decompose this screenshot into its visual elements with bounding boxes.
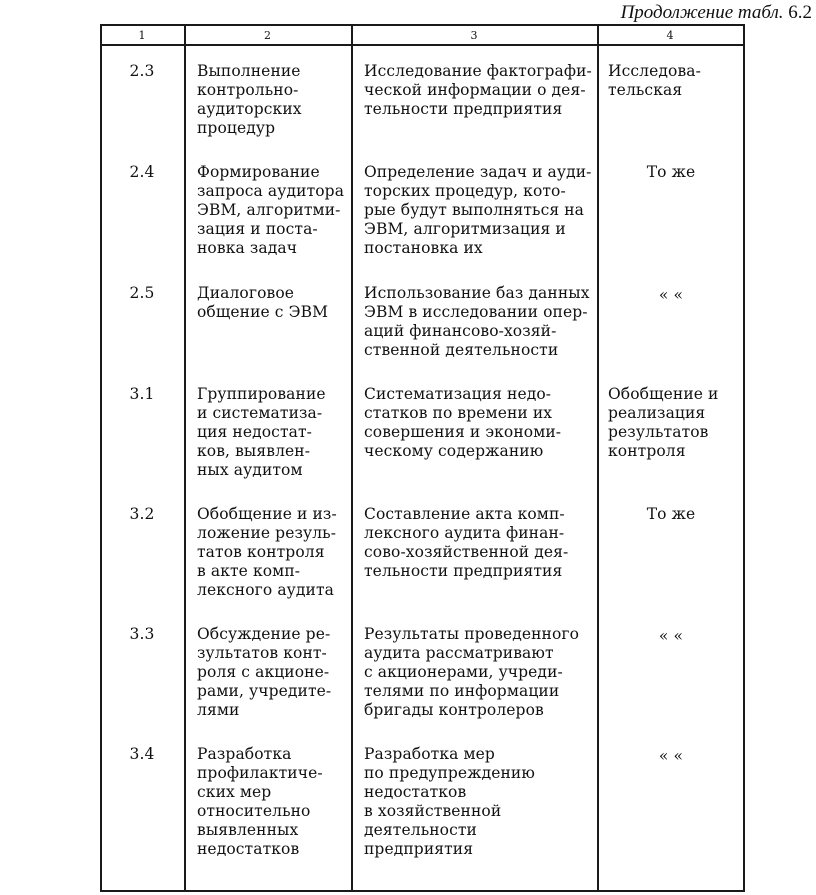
stage-cell: Группирование и систематиза- ция недостат- ков, выявлен- ных аудитом — [197, 385, 326, 479]
row-number: 3.4 — [129, 745, 155, 763]
column-header-4: 4 — [666, 29, 674, 42]
table-left-border — [100, 24, 102, 892]
content-cell: Систематизация недо- статков по времени их совершения и экономи- ческому содержанию — [364, 385, 562, 460]
type-cell: « « — [658, 747, 684, 765]
stage-cell: Выполнение контрольно- аудиторских процедур — [197, 62, 302, 137]
caption-label: Продолжение табл. — [620, 2, 784, 23]
row-number: 2.5 — [129, 284, 155, 302]
row-number: 2.3 — [129, 62, 155, 80]
column-divider-2 — [351, 24, 353, 892]
type-cell: Обобщение и реализация результатов контроля — [608, 385, 719, 460]
content-cell: Исследование фактографи- ческой информации о дея- тельности предприятия — [364, 62, 592, 118]
row-number: 3.2 — [129, 505, 155, 523]
stage-cell: Диалоговое общение с ЭВМ — [197, 284, 329, 321]
type-cell: Исследова- тельская — [608, 62, 701, 99]
type-cell: « « — [658, 627, 684, 645]
type-cell: То же — [646, 163, 696, 181]
content-cell: Использование баз данных ЭВМ в исследовании опер- аций финансово-хозяй- ственной деятельности — [364, 284, 590, 359]
content-cell: Результаты проведенного аудита рассматривают с акционерами, учреди- телями по информации бригады контролеров — [364, 625, 580, 719]
row-number: 3.1 — [129, 385, 155, 403]
table-bottom-border — [100, 890, 745, 892]
column-header-3: 3 — [470, 29, 478, 42]
column-header-1: 1 — [138, 29, 146, 42]
table-right-border — [743, 24, 745, 892]
row-number: 3.3 — [129, 625, 155, 643]
type-cell: То же — [646, 505, 696, 523]
stage-cell: Обсуждение ре- зультатов конт- роля с акционе- рами, учредите- лями — [197, 625, 332, 719]
header-divider — [100, 44, 745, 46]
stage-cell: Обобщение и из- ложение резуль- татов контроля в акте комп- лексного аудита — [197, 505, 337, 599]
content-cell: Разработка мер по предупреждению недостатков в хозяйственной деятельности предприятия — [364, 745, 535, 858]
data-table — [100, 24, 745, 892]
table-top-border — [100, 24, 745, 26]
type-cell: « « — [658, 286, 684, 304]
column-divider-3 — [597, 24, 599, 892]
column-header-2: 2 — [264, 29, 271, 42]
caption-number: 6.2 — [788, 2, 812, 23]
table-caption — [621, 2, 812, 24]
stage-cell: Разработка профилактиче- ских мер относительно выявленных недостатков — [197, 745, 323, 858]
column-divider-1 — [184, 24, 186, 892]
stage-cell: Формирование запроса аудитора ЭВМ, алгоритми- зация и поста- новка задач — [197, 163, 345, 257]
content-cell: Составление акта комп- лексного аудита финан- сово-хозяйственной дея- тельности предприятия — [364, 505, 569, 580]
content-cell: Определение задач и ауди- торских процедур, кото- рые будут выполняться на ЭВМ, алгоритмизация и постановка их — [364, 163, 592, 257]
row-number: 2.4 — [129, 163, 155, 181]
